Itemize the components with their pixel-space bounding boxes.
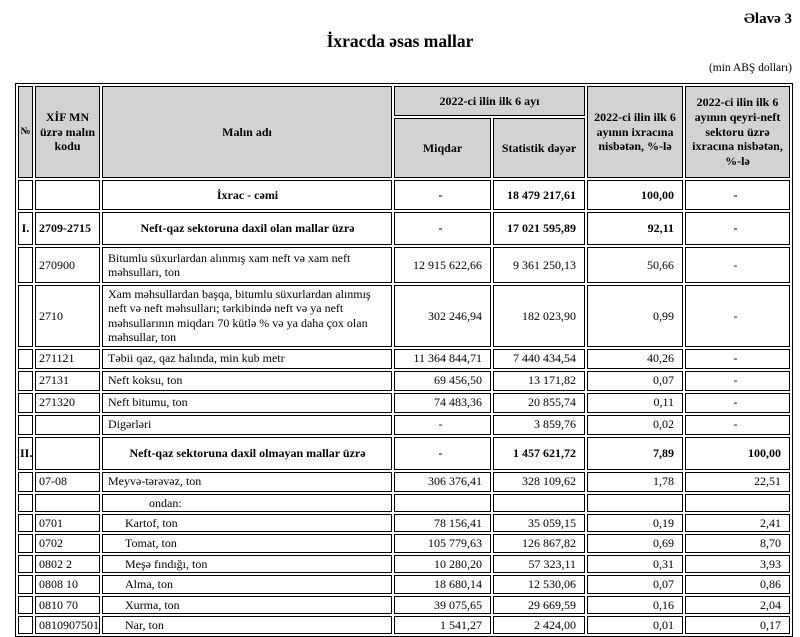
cell-value: [493, 494, 585, 512]
cell-code: [35, 180, 100, 210]
cell-value: 126 867,82: [493, 534, 585, 552]
cell-pct-nonoil: 22,51: [685, 472, 790, 492]
cell-pct-nonoil: [685, 494, 790, 512]
col-header-period-group: 2022-ci ilin ilk 6 ayı: [394, 86, 585, 116]
cell-qty: -: [394, 437, 491, 470]
cell-pct-nonoil: 8,70: [685, 534, 790, 552]
cell-value: 35 059,15: [493, 514, 585, 532]
unit-note: (min ABŞ dolları): [708, 62, 792, 74]
cell-qty: -: [394, 180, 491, 210]
col-header-qty: Miqdar: [394, 118, 491, 178]
cell-qty: 10 280,20: [394, 555, 491, 573]
cell-name: Neft-qaz sektoruna daxil olan mallar üzrə: [102, 212, 392, 245]
cell-qty: 302 246,94: [394, 285, 491, 347]
table-row-ondan: [18, 494, 790, 512]
cell-value: 17 021 595,89: [493, 212, 585, 245]
cell-code: 270900: [35, 247, 100, 283]
cell-pct-nonoil: -: [685, 349, 790, 369]
cell-pct-total: 92,11: [587, 212, 683, 245]
table-row-section-nonoil: [18, 437, 790, 470]
cell-value: 18 479 217,61: [493, 180, 585, 210]
cell-code: 07-08: [35, 472, 100, 492]
cell-name: Meşə fındığı, ton: [102, 555, 392, 573]
table-row: [18, 393, 790, 413]
cell-no: [18, 616, 33, 634]
cell-no: [18, 514, 33, 532]
cell-pct-nonoil: -: [685, 285, 790, 347]
cell-name: Neft-qaz sektoruna daxil olmayan mallar üzrə: [102, 437, 392, 470]
cell-pct-nonoil: 3,93: [685, 555, 790, 573]
cell-qty: [394, 494, 491, 512]
col-header-value: Statistik dəyər: [493, 118, 585, 178]
table-header: [18, 86, 790, 178]
cell-code: 0702: [35, 534, 100, 552]
table-row: [18, 415, 790, 435]
col-header-no: №: [18, 86, 33, 178]
cell-name: Neft koksu, ton: [102, 371, 392, 391]
cell-no: [18, 555, 33, 573]
cell-no: [18, 371, 33, 391]
cell-no: [18, 534, 33, 552]
cell-pct-total: 1,78: [587, 472, 683, 492]
cell-qty: 12 915 622,66: [394, 247, 491, 283]
cell-pct-total: 100,00: [587, 180, 683, 210]
cell-pct-total: 0,19: [587, 514, 683, 532]
cell-value: 328 109,62: [493, 472, 585, 492]
cell-pct-nonoil: 2,41: [685, 514, 790, 532]
annex-label: Əlavə 3: [743, 11, 792, 27]
cell-value: 3 859,76: [493, 415, 585, 435]
table-row: [18, 349, 790, 369]
cell-code: 2709-2715: [35, 212, 100, 245]
cell-code: 2710: [35, 285, 100, 347]
col-header-pct-nonoil: 2022-ci ilin ilk 6 ayının qeyri-neft sektoru üzrə ixracına nisbətən, %-lə: [685, 86, 790, 178]
cell-qty: -: [394, 212, 491, 245]
cell-pct-nonoil: -: [685, 247, 790, 283]
cell-name: Digərləri: [102, 415, 392, 435]
cell-qty: 11 364 844,71: [394, 349, 491, 369]
cell-no: [18, 285, 33, 347]
cell-no: [18, 247, 33, 283]
cell-pct-total: 50,66: [587, 247, 683, 283]
cell-pct-nonoil: -: [685, 371, 790, 391]
cell-code: [35, 494, 100, 512]
cell-pct-total: 7,89: [587, 437, 683, 470]
table-body: [18, 180, 790, 634]
cell-no: [18, 180, 33, 210]
cell-pct-total: 0,16: [587, 596, 683, 614]
cell-name: Xurma, ton: [102, 596, 392, 614]
cell-pct-total: 0,02: [587, 415, 683, 435]
col-header-name: Malın adı: [102, 86, 392, 178]
cell-name: Xam məhsullardan başqa, bitumlu süxurlardan alınmış neft və neft məhsulları; tərkibində neft və ya neft məhsullarının miqdarı 70 kütlə % və ya daha çox olan məhsullar, ton: [102, 285, 392, 347]
exports-table: [15, 83, 793, 637]
cell-pct-nonoil: -: [685, 212, 790, 245]
cell-code: [35, 415, 100, 435]
table-row: [18, 514, 790, 532]
cell-pct-total: [587, 494, 683, 512]
cell-pct-nonoil: -: [685, 415, 790, 435]
cell-pct-nonoil: 100,00: [685, 437, 790, 470]
cell-no: [18, 415, 33, 435]
table-row-total: [18, 180, 790, 210]
cell-value: 13 171,82: [493, 371, 585, 391]
cell-name: Tomat, ton: [102, 534, 392, 552]
cell-name: Alma, ton: [102, 575, 392, 593]
cell-no: [18, 472, 33, 492]
cell-qty: 18 680,14: [394, 575, 491, 593]
table-row: [18, 596, 790, 614]
cell-name: Kartof, ton: [102, 514, 392, 532]
table-row: [18, 616, 790, 634]
cell-value: 57 323,11: [493, 555, 585, 573]
cell-no: [18, 596, 33, 614]
cell-name: Bitumlu süxurlardan alınmış xam neft və xam neft məhsulları, ton: [102, 247, 392, 283]
cell-name: İxrac - cəmi: [102, 180, 392, 210]
cell-value: 12 530,06: [493, 575, 585, 593]
cell-pct-total: 0,31: [587, 555, 683, 573]
cell-value: 1 457 621,72: [493, 437, 585, 470]
table-row-section-oil: [18, 212, 790, 245]
cell-qty: 74 483,36: [394, 393, 491, 413]
cell-code: 0701: [35, 514, 100, 532]
cell-pct-total: 40,26: [587, 349, 683, 369]
cell-pct-total: 0,07: [587, 371, 683, 391]
cell-code: 27131: [35, 371, 100, 391]
cell-pct-total: 0,69: [587, 534, 683, 552]
cell-value: 182 023,90: [493, 285, 585, 347]
cell-pct-total: 0,07: [587, 575, 683, 593]
page-title: İxracda əsas mallar: [326, 31, 474, 51]
col-header-code: XİF MN üzrə malın kodu: [35, 86, 100, 178]
cell-code: 0802 2: [35, 555, 100, 573]
table-row: [18, 555, 790, 573]
cell-pct-nonoil: 2,04: [685, 596, 790, 614]
cell-qty: 69 456,50: [394, 371, 491, 391]
cell-name: Neft bitumu, ton: [102, 393, 392, 413]
cell-code: 271320: [35, 393, 100, 413]
cell-qty: 105 779,63: [394, 534, 491, 552]
cell-qty: -: [394, 415, 491, 435]
cell-no: [18, 393, 33, 413]
cell-no: [18, 575, 33, 593]
cell-value: 20 855,74: [493, 393, 585, 413]
cell-value: 2 424,00: [493, 616, 585, 634]
cell-pct-nonoil: -: [685, 393, 790, 413]
cell-no: [18, 349, 33, 369]
table-row: [18, 534, 790, 552]
cell-value: 9 361 250,13: [493, 247, 585, 283]
table-row: [18, 371, 790, 391]
cell-name: ondan:: [102, 494, 392, 512]
cell-pct-total: 0,99: [587, 285, 683, 347]
cell-code: 0808 10: [35, 575, 100, 593]
cell-pct-nonoil: -: [685, 180, 790, 210]
cell-qty: 39 075,65: [394, 596, 491, 614]
table-row: [18, 575, 790, 593]
cell-no: [18, 494, 33, 512]
cell-code: [35, 437, 100, 470]
cell-qty: 1 541,27: [394, 616, 491, 634]
cell-pct-total: 0,11: [587, 393, 683, 413]
cell-name: Təbii qaz, qaz halında, min kub metr: [102, 349, 392, 369]
cell-value: 29 669,59: [493, 596, 585, 614]
cell-code: 271121: [35, 349, 100, 369]
cell-code: 0810 70: [35, 596, 100, 614]
cell-qty: 306 376,41: [394, 472, 491, 492]
cell-name: Nar, ton: [102, 616, 392, 634]
cell-no: I.: [18, 212, 33, 245]
col-header-pct-total: 2022-ci ilin ilk 6 ayının ixracına nisbətən, %-lə: [587, 86, 683, 178]
table-row: [18, 472, 790, 492]
table-row: [18, 247, 790, 283]
table-row: [18, 285, 790, 347]
cell-qty: 78 156,41: [394, 514, 491, 532]
cell-pct-nonoil: 0,86: [685, 575, 790, 593]
cell-name: Meyvə-tərəvəz, ton: [102, 472, 392, 492]
cell-value: 7 440 434,54: [493, 349, 585, 369]
cell-code: 0810907501: [35, 616, 100, 634]
cell-no: II.: [18, 437, 33, 470]
cell-pct-total: 0,01: [587, 616, 683, 634]
cell-pct-nonoil: 0,17: [685, 616, 790, 634]
